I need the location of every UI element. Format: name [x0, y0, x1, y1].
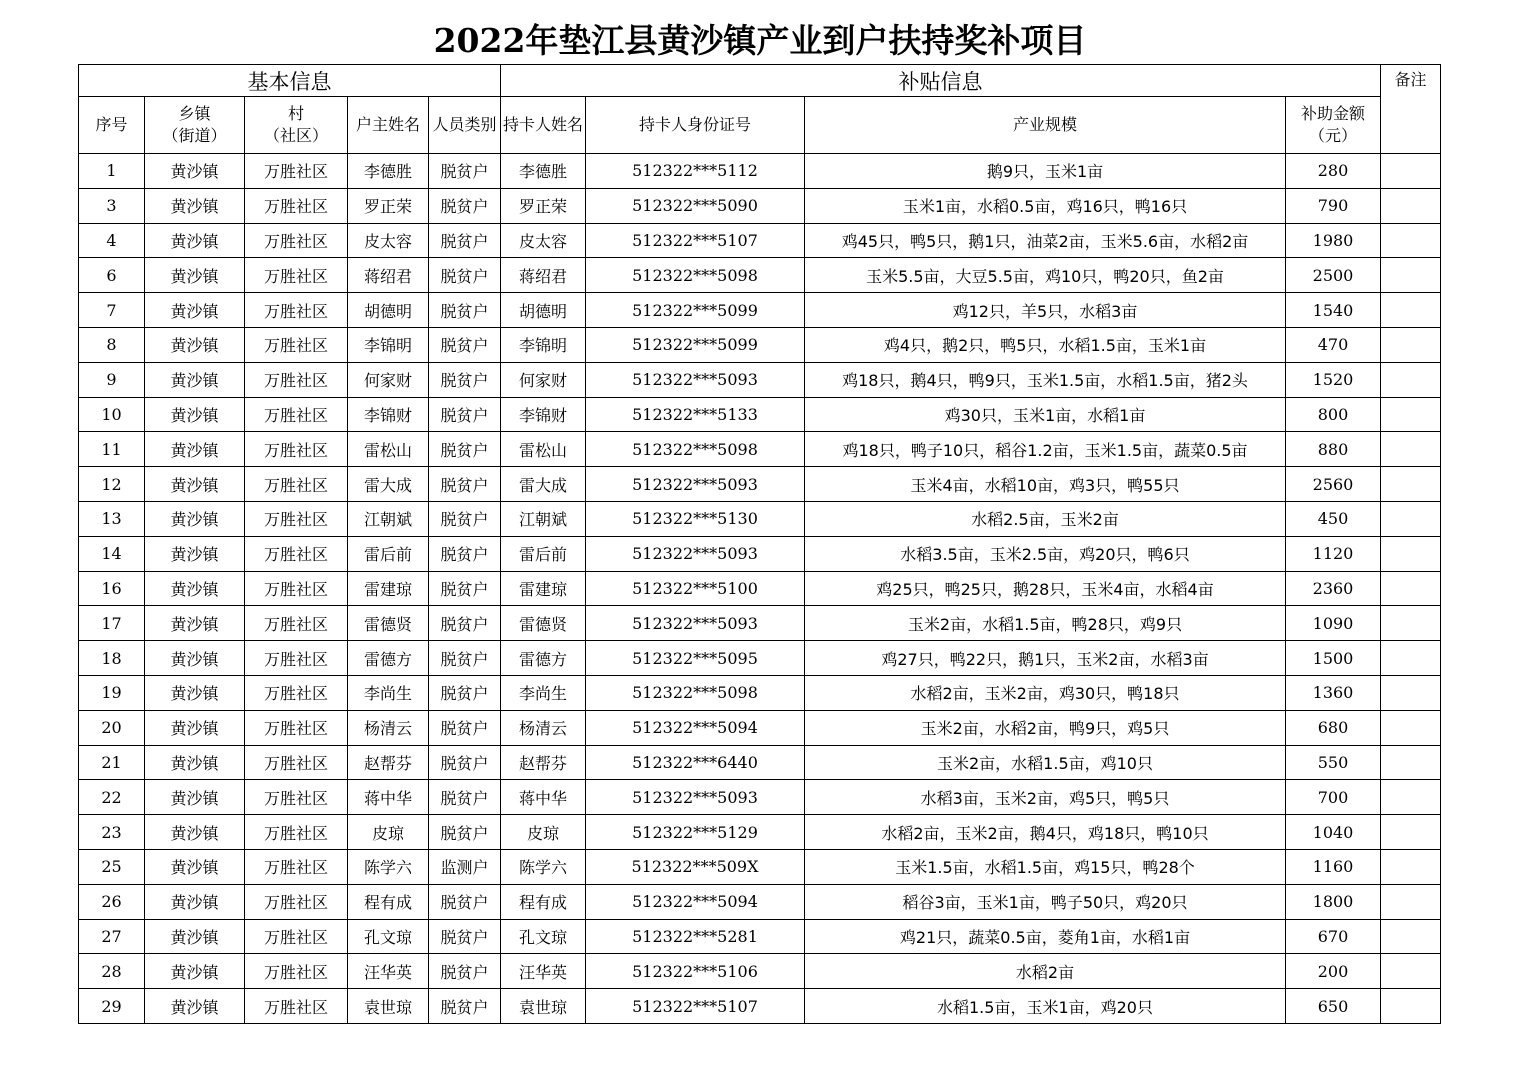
cell-remark — [1381, 849, 1441, 884]
cell-owner: 杨清云 — [348, 710, 429, 745]
cell-owner: 雷建琼 — [348, 571, 429, 606]
cell-remark — [1381, 815, 1441, 850]
cell-id-no: 512322***5094 — [586, 884, 805, 919]
cell-scale: 鸡45只，鸭5只，鹅1只，油菜2亩，玉米5.6亩，水稻2亩 — [805, 223, 1286, 258]
cell-village: 万胜社区 — [245, 641, 348, 676]
cell-seq: 11 — [79, 432, 145, 467]
cell-category: 脱贫户 — [429, 745, 501, 780]
col-amount-header: 补助金额 （元） — [1286, 97, 1381, 154]
cell-owner: 雷德贤 — [348, 606, 429, 641]
cell-amount: 1800 — [1286, 884, 1381, 919]
cell-id-no: 512322***5099 — [586, 293, 805, 328]
cell-village: 万胜社区 — [245, 675, 348, 710]
cell-id-no: 512322***509X — [586, 849, 805, 884]
cell-town: 黄沙镇 — [145, 919, 245, 954]
table-row — [79, 397, 1441, 432]
cell-amount: 880 — [1286, 432, 1381, 467]
cell-id-no: 512322***5093 — [586, 780, 805, 815]
cell-town: 黄沙镇 — [145, 710, 245, 745]
cell-holder: 皮太容 — [501, 223, 586, 258]
cell-id-no: 512322***5129 — [586, 815, 805, 850]
cell-id-no: 512322***5093 — [586, 467, 805, 502]
cell-remark — [1381, 884, 1441, 919]
cell-owner: 李德胜 — [348, 154, 429, 189]
cell-id-no: 512322***5107 — [586, 989, 805, 1024]
cell-amount: 1160 — [1286, 849, 1381, 884]
cell-holder: 雷松山 — [501, 432, 586, 467]
cell-category: 脱贫户 — [429, 223, 501, 258]
cell-seq: 16 — [79, 571, 145, 606]
col-id-header: 持卡人身份证号 — [586, 97, 805, 154]
cell-remark — [1381, 954, 1441, 989]
cell-category: 脱贫户 — [429, 536, 501, 571]
cell-town: 黄沙镇 — [145, 849, 245, 884]
cell-owner: 何家财 — [348, 362, 429, 397]
cell-remark — [1381, 327, 1441, 362]
cell-holder: 杨清云 — [501, 710, 586, 745]
cell-scale: 水稻3亩，玉米2亩，鸡5只，鸭5只 — [805, 780, 1286, 815]
cell-holder: 陈学六 — [501, 849, 586, 884]
table-row — [79, 501, 1441, 536]
cell-seq: 29 — [79, 989, 145, 1024]
cell-town: 黄沙镇 — [145, 432, 245, 467]
cell-amount: 1360 — [1286, 675, 1381, 710]
cell-id-no: 512322***5133 — [586, 397, 805, 432]
col-seq-header: 序号 — [79, 97, 145, 154]
cell-holder: 雷大成 — [501, 467, 586, 502]
cell-category: 脱贫户 — [429, 432, 501, 467]
cell-owner: 程有成 — [348, 884, 429, 919]
cell-holder: 李锦明 — [501, 327, 586, 362]
cell-remark — [1381, 293, 1441, 328]
cell-owner: 皮琼 — [348, 815, 429, 850]
cell-remark — [1381, 501, 1441, 536]
cell-amount: 470 — [1286, 327, 1381, 362]
cell-owner: 胡德明 — [348, 293, 429, 328]
cell-town: 黄沙镇 — [145, 571, 245, 606]
cell-category: 脱贫户 — [429, 293, 501, 328]
cell-holder: 程有成 — [501, 884, 586, 919]
cell-owner: 江朝斌 — [348, 501, 429, 536]
cell-id-no: 512322***5099 — [586, 327, 805, 362]
cell-category: 脱贫户 — [429, 258, 501, 293]
cell-category: 脱贫户 — [429, 954, 501, 989]
cell-seq: 14 — [79, 536, 145, 571]
cell-category: 脱贫户 — [429, 606, 501, 641]
cell-seq: 18 — [79, 641, 145, 676]
cell-village: 万胜社区 — [245, 188, 348, 223]
cell-owner: 蒋绍君 — [348, 258, 429, 293]
cell-amount: 200 — [1286, 954, 1381, 989]
cell-seq: 1 — [79, 154, 145, 189]
cell-remark — [1381, 188, 1441, 223]
cell-remark — [1381, 745, 1441, 780]
cell-amount: 1520 — [1286, 362, 1381, 397]
cell-owner: 罗正荣 — [348, 188, 429, 223]
cell-owner: 雷德方 — [348, 641, 429, 676]
table-row — [79, 954, 1441, 989]
cell-remark — [1381, 606, 1441, 641]
cell-amount: 280 — [1286, 154, 1381, 189]
cell-amount: 1500 — [1286, 641, 1381, 676]
cell-category: 脱贫户 — [429, 188, 501, 223]
cell-amount: 790 — [1286, 188, 1381, 223]
cell-village: 万胜社区 — [245, 397, 348, 432]
cell-id-no: 512322***5112 — [586, 154, 805, 189]
cell-category: 脱贫户 — [429, 467, 501, 502]
cell-village: 万胜社区 — [245, 849, 348, 884]
cell-remark — [1381, 571, 1441, 606]
cell-village: 万胜社区 — [245, 223, 348, 258]
cell-seq: 10 — [79, 397, 145, 432]
cell-scale: 水稻3.5亩，玉米2.5亩，鸡20只，鸭6只 — [805, 536, 1286, 571]
table-row — [79, 815, 1441, 850]
cell-village: 万胜社区 — [245, 919, 348, 954]
cell-id-no: 512322***5107 — [586, 223, 805, 258]
cell-town: 黄沙镇 — [145, 467, 245, 502]
cell-town: 黄沙镇 — [145, 745, 245, 780]
cell-seq: 20 — [79, 710, 145, 745]
cell-village: 万胜社区 — [245, 745, 348, 780]
cell-town: 黄沙镇 — [145, 954, 245, 989]
cell-owner: 袁世琼 — [348, 989, 429, 1024]
cell-scale: 玉米1亩，水稻0.5亩，鸡16只，鸭16只 — [805, 188, 1286, 223]
cell-amount: 1540 — [1286, 293, 1381, 328]
table-row — [79, 710, 1441, 745]
table-row — [79, 154, 1441, 189]
cell-id-no: 512322***5106 — [586, 954, 805, 989]
table-row — [79, 780, 1441, 815]
cell-id-no: 512322***5094 — [586, 710, 805, 745]
cell-remark — [1381, 223, 1441, 258]
cell-remark — [1381, 536, 1441, 571]
cell-holder: 李德胜 — [501, 154, 586, 189]
cell-id-no: 512322***5093 — [586, 362, 805, 397]
cell-village: 万胜社区 — [245, 606, 348, 641]
cell-town: 黄沙镇 — [145, 397, 245, 432]
table-body — [79, 154, 1441, 1024]
cell-amount: 1120 — [1286, 536, 1381, 571]
cell-village: 万胜社区 — [245, 293, 348, 328]
page-title: 2022年垫江县黄沙镇产业到户扶持奖补项目 — [433, 21, 1087, 60]
table-row — [79, 919, 1441, 954]
cell-remark — [1381, 397, 1441, 432]
table-row — [79, 467, 1441, 502]
cell-town: 黄沙镇 — [145, 154, 245, 189]
cell-amount: 680 — [1286, 710, 1381, 745]
table-row — [79, 293, 1441, 328]
cell-holder: 李尚生 — [501, 675, 586, 710]
cell-owner: 李锦财 — [348, 397, 429, 432]
cell-village: 万胜社区 — [245, 258, 348, 293]
col-town-header: 乡镇 （街道） — [145, 97, 245, 154]
cell-category: 脱贫户 — [429, 675, 501, 710]
cell-remark — [1381, 362, 1441, 397]
cell-remark — [1381, 432, 1441, 467]
cell-holder: 李锦财 — [501, 397, 586, 432]
cell-owner: 孔文琼 — [348, 919, 429, 954]
cell-holder: 罗正荣 — [501, 188, 586, 223]
cell-scale: 玉米2亩，水稻1.5亩，鸭28只，鸡9只 — [805, 606, 1286, 641]
cell-scale: 水稻2.5亩，玉米2亩 — [805, 501, 1286, 536]
cell-remark — [1381, 989, 1441, 1024]
cell-seq: 27 — [79, 919, 145, 954]
cell-holder: 皮琼 — [501, 815, 586, 850]
cell-holder: 何家财 — [501, 362, 586, 397]
cell-owner: 皮太容 — [348, 223, 429, 258]
cell-amount: 1090 — [1286, 606, 1381, 641]
cell-category: 脱贫户 — [429, 815, 501, 850]
cell-scale: 水稻2亩，玉米2亩，鹅4只，鸡18只，鸭10只 — [805, 815, 1286, 850]
table-row — [79, 884, 1441, 919]
cell-category: 脱贫户 — [429, 397, 501, 432]
cell-scale: 玉米2亩，水稻2亩，鸭9只，鸡5只 — [805, 710, 1286, 745]
cell-remark — [1381, 641, 1441, 676]
cell-id-no: 512322***5093 — [586, 606, 805, 641]
table-row — [79, 432, 1441, 467]
cell-category: 脱贫户 — [429, 327, 501, 362]
cell-category: 脱贫户 — [429, 571, 501, 606]
cell-category: 脱贫户 — [429, 710, 501, 745]
cell-town: 黄沙镇 — [145, 362, 245, 397]
cell-village: 万胜社区 — [245, 954, 348, 989]
table-row — [79, 258, 1441, 293]
cell-seq: 22 — [79, 780, 145, 815]
col-scale-header: 产业规模 — [805, 97, 1286, 154]
cell-holder: 蒋中华 — [501, 780, 586, 815]
cell-id-no: 512322***5130 — [586, 501, 805, 536]
cell-remark — [1381, 675, 1441, 710]
cell-town: 黄沙镇 — [145, 188, 245, 223]
cell-amount: 700 — [1286, 780, 1381, 815]
cell-id-no: 512322***5095 — [586, 641, 805, 676]
cell-seq: 19 — [79, 675, 145, 710]
cell-town: 黄沙镇 — [145, 501, 245, 536]
group-basic-info: 基本信息 — [79, 65, 501, 97]
cell-category: 脱贫户 — [429, 501, 501, 536]
cell-amount: 2500 — [1286, 258, 1381, 293]
table-row — [79, 675, 1441, 710]
cell-category: 脱贫户 — [429, 154, 501, 189]
cell-remark — [1381, 467, 1441, 502]
cell-id-no: 512322***5100 — [586, 571, 805, 606]
subsidy-table — [78, 64, 1441, 1024]
cell-remark — [1381, 154, 1441, 189]
cell-scale: 鸡18只，鹅4只，鸭9只，玉米1.5亩，水稻1.5亩，猪2头 — [805, 362, 1286, 397]
cell-holder: 雷后前 — [501, 536, 586, 571]
cell-category: 监测户 — [429, 849, 501, 884]
cell-town: 黄沙镇 — [145, 815, 245, 850]
cell-owner: 雷后前 — [348, 536, 429, 571]
cell-holder: 雷德贤 — [501, 606, 586, 641]
cell-holder: 孔文琼 — [501, 919, 586, 954]
table-row — [79, 849, 1441, 884]
cell-town: 黄沙镇 — [145, 884, 245, 919]
cell-scale: 玉米2亩，水稻1.5亩，鸡10只 — [805, 745, 1286, 780]
table-row — [79, 223, 1441, 258]
cell-amount: 1040 — [1286, 815, 1381, 850]
cell-village: 万胜社区 — [245, 710, 348, 745]
cell-seq: 12 — [79, 467, 145, 502]
cell-scale: 鸡25只，鸭25只，鹅28只，玉米4亩，水稻4亩 — [805, 571, 1286, 606]
cell-amount: 550 — [1286, 745, 1381, 780]
cell-remark — [1381, 780, 1441, 815]
col-village-header: 村 （社区） — [245, 97, 348, 154]
cell-owner: 赵帮芬 — [348, 745, 429, 780]
table-row — [79, 641, 1441, 676]
cell-category: 脱贫户 — [429, 780, 501, 815]
table-row — [79, 606, 1441, 641]
table-row — [79, 327, 1441, 362]
cell-amount: 670 — [1286, 919, 1381, 954]
col-remark-header: 备注 — [1381, 65, 1441, 154]
cell-scale: 鸡21只，蔬菜0.5亩，菱角1亩，水稻1亩 — [805, 919, 1286, 954]
cell-scale: 鸡18只，鸭子10只，稻谷1.2亩，玉米1.5亩，蔬菜0.5亩 — [805, 432, 1286, 467]
cell-seq: 28 — [79, 954, 145, 989]
cell-town: 黄沙镇 — [145, 223, 245, 258]
cell-holder: 雷德方 — [501, 641, 586, 676]
cell-category: 脱贫户 — [429, 919, 501, 954]
cell-village: 万胜社区 — [245, 884, 348, 919]
col-owner-header: 户主姓名 — [348, 97, 429, 154]
cell-village: 万胜社区 — [245, 327, 348, 362]
table-row — [79, 536, 1441, 571]
cell-town: 黄沙镇 — [145, 989, 245, 1024]
cell-town: 黄沙镇 — [145, 780, 245, 815]
cell-seq: 7 — [79, 293, 145, 328]
cell-village: 万胜社区 — [245, 432, 348, 467]
cell-amount: 1980 — [1286, 223, 1381, 258]
cell-town: 黄沙镇 — [145, 675, 245, 710]
cell-seq: 8 — [79, 327, 145, 362]
cell-seq: 17 — [79, 606, 145, 641]
cell-seq: 26 — [79, 884, 145, 919]
cell-id-no: 512322***5098 — [586, 258, 805, 293]
cell-scale: 鸡30只，玉米1亩，水稻1亩 — [805, 397, 1286, 432]
cell-village: 万胜社区 — [245, 536, 348, 571]
cell-holder: 雷建琼 — [501, 571, 586, 606]
table-row — [79, 362, 1441, 397]
cell-id-no: 512322***5281 — [586, 919, 805, 954]
cell-seq: 4 — [79, 223, 145, 258]
cell-village: 万胜社区 — [245, 154, 348, 189]
cell-seq: 13 — [79, 501, 145, 536]
cell-seq: 23 — [79, 815, 145, 850]
cell-seq: 25 — [79, 849, 145, 884]
cell-village: 万胜社区 — [245, 501, 348, 536]
cell-category: 脱贫户 — [429, 989, 501, 1024]
cell-town: 黄沙镇 — [145, 293, 245, 328]
cell-scale: 鸡4只，鹅2只，鸭5只，水稻1.5亩，玉米1亩 — [805, 327, 1286, 362]
cell-village: 万胜社区 — [245, 362, 348, 397]
col-holder-header: 持卡人姓名 — [501, 97, 586, 154]
cell-remark — [1381, 710, 1441, 745]
cell-holder: 蒋绍君 — [501, 258, 586, 293]
cell-town: 黄沙镇 — [145, 258, 245, 293]
cell-scale: 水稻2亩，玉米2亩，鸡30只，鸭18只 — [805, 675, 1286, 710]
cell-seq: 6 — [79, 258, 145, 293]
cell-holder: 江朝斌 — [501, 501, 586, 536]
cell-owner: 雷大成 — [348, 467, 429, 502]
cell-id-no: 512322***5090 — [586, 188, 805, 223]
cell-owner: 陈学六 — [348, 849, 429, 884]
cell-scale: 水稻2亩 — [805, 954, 1286, 989]
cell-owner: 李锦明 — [348, 327, 429, 362]
cell-owner: 蒋中华 — [348, 780, 429, 815]
cell-town: 黄沙镇 — [145, 641, 245, 676]
cell-village: 万胜社区 — [245, 815, 348, 850]
cell-owner: 雷松山 — [348, 432, 429, 467]
col-category-header: 人员类别 — [429, 97, 501, 154]
cell-scale: 稻谷3亩，玉米1亩，鸭子50只，鸡20只 — [805, 884, 1286, 919]
cell-scale: 鸡12只，羊5只，水稻3亩 — [805, 293, 1286, 328]
cell-town: 黄沙镇 — [145, 606, 245, 641]
cell-category: 脱贫户 — [429, 362, 501, 397]
table-row — [79, 571, 1441, 606]
cell-village: 万胜社区 — [245, 467, 348, 502]
cell-seq: 21 — [79, 745, 145, 780]
cell-amount: 450 — [1286, 501, 1381, 536]
cell-holder: 袁世琼 — [501, 989, 586, 1024]
cell-id-no: 512322***5098 — [586, 432, 805, 467]
cell-owner: 汪华英 — [348, 954, 429, 989]
cell-village: 万胜社区 — [245, 780, 348, 815]
cell-id-no: 512322***5098 — [586, 675, 805, 710]
cell-amount: 2560 — [1286, 467, 1381, 502]
cell-holder: 胡德明 — [501, 293, 586, 328]
cell-id-no: 512322***6440 — [586, 745, 805, 780]
table-row — [79, 745, 1441, 780]
table-row — [79, 188, 1441, 223]
cell-town: 黄沙镇 — [145, 327, 245, 362]
cell-village: 万胜社区 — [245, 989, 348, 1024]
cell-scale: 鸡27只，鸭22只，鹅1只，玉米2亩，水稻3亩 — [805, 641, 1286, 676]
cell-remark — [1381, 258, 1441, 293]
cell-amount: 650 — [1286, 989, 1381, 1024]
cell-village: 万胜社区 — [245, 571, 348, 606]
cell-amount: 2360 — [1286, 571, 1381, 606]
cell-remark — [1381, 919, 1441, 954]
cell-category: 脱贫户 — [429, 641, 501, 676]
cell-holder: 赵帮芬 — [501, 745, 586, 780]
cell-id-no: 512322***5093 — [586, 536, 805, 571]
cell-scale: 水稻1.5亩，玉米1亩，鸡20只 — [805, 989, 1286, 1024]
cell-category: 脱贫户 — [429, 884, 501, 919]
cell-town: 黄沙镇 — [145, 536, 245, 571]
group-subsidy-info: 补贴信息 — [501, 65, 1381, 97]
cell-seq: 9 — [79, 362, 145, 397]
cell-owner: 李尚生 — [348, 675, 429, 710]
cell-scale: 玉米5.5亩，大豆5.5亩，鸡10只，鸭20只，鱼2亩 — [805, 258, 1286, 293]
cell-holder: 汪华英 — [501, 954, 586, 989]
cell-scale: 玉米4亩，水稻10亩，鸡3只，鸭55只 — [805, 467, 1286, 502]
cell-scale: 鹅9只，玉米1亩 — [805, 154, 1286, 189]
cell-amount: 800 — [1286, 397, 1381, 432]
cell-seq: 3 — [79, 188, 145, 223]
cell-scale: 玉米1.5亩，水稻1.5亩，鸡15只，鸭28个 — [805, 849, 1286, 884]
table-row — [79, 989, 1441, 1024]
